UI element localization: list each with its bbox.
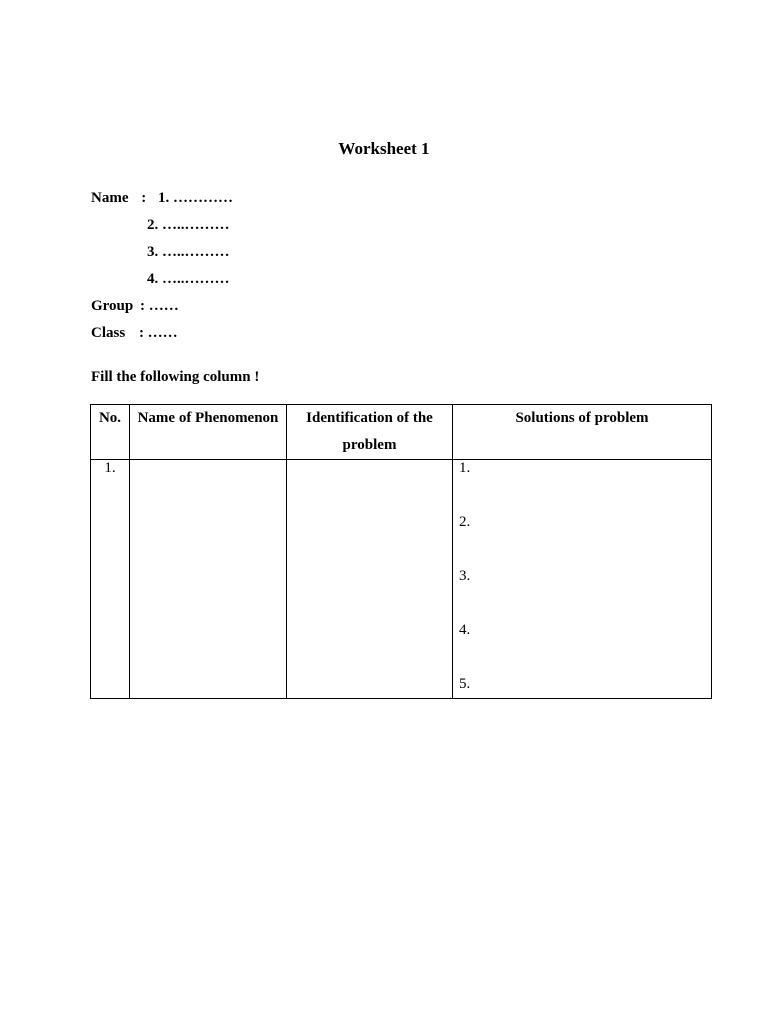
solution-item-3: 3. <box>459 568 471 584</box>
group-row <box>91 298 179 315</box>
header-identification: Identification of the problem <box>287 405 453 460</box>
solutions-list <box>453 460 711 693</box>
group-label: Group <box>91 298 134 314</box>
class-row <box>91 325 178 342</box>
table-header-row <box>91 405 712 460</box>
name-row <box>91 190 233 207</box>
row-number-cell <box>91 460 130 699</box>
solutions-cell[interactable] <box>453 460 712 699</box>
header-phenomenon: Name of Phenomenon <box>130 405 287 460</box>
page-title: Worksheet 1 <box>338 139 430 158</box>
name-separator: : <box>141 190 147 206</box>
member-item-2: 2. …..……… <box>147 217 230 233</box>
phenomenon-cell[interactable] <box>130 460 287 699</box>
solution-item-2: 2. <box>459 514 471 530</box>
table-row <box>91 460 712 699</box>
header-no: No. <box>91 405 130 460</box>
solution-item-1: 1. <box>459 460 471 476</box>
member-item-3: 3. …..……… <box>147 244 230 260</box>
identification-cell[interactable] <box>287 460 453 699</box>
member-item-4: 4. …..……… <box>147 271 230 287</box>
member-item-1: 1. ………… <box>158 190 233 206</box>
header-solutions: Solutions of problem <box>453 405 712 460</box>
name-label: Name <box>91 190 129 206</box>
class-value: : …… <box>138 325 178 341</box>
solution-item-5: 5. <box>459 676 471 692</box>
solution-item-4: 4. <box>459 622 471 638</box>
worksheet-table <box>90 404 712 699</box>
instruction-text: Fill the following column ! <box>91 369 260 385</box>
group-value: : …… <box>140 298 179 314</box>
class-label: Class <box>91 325 126 341</box>
row-number: 1. <box>104 460 116 476</box>
